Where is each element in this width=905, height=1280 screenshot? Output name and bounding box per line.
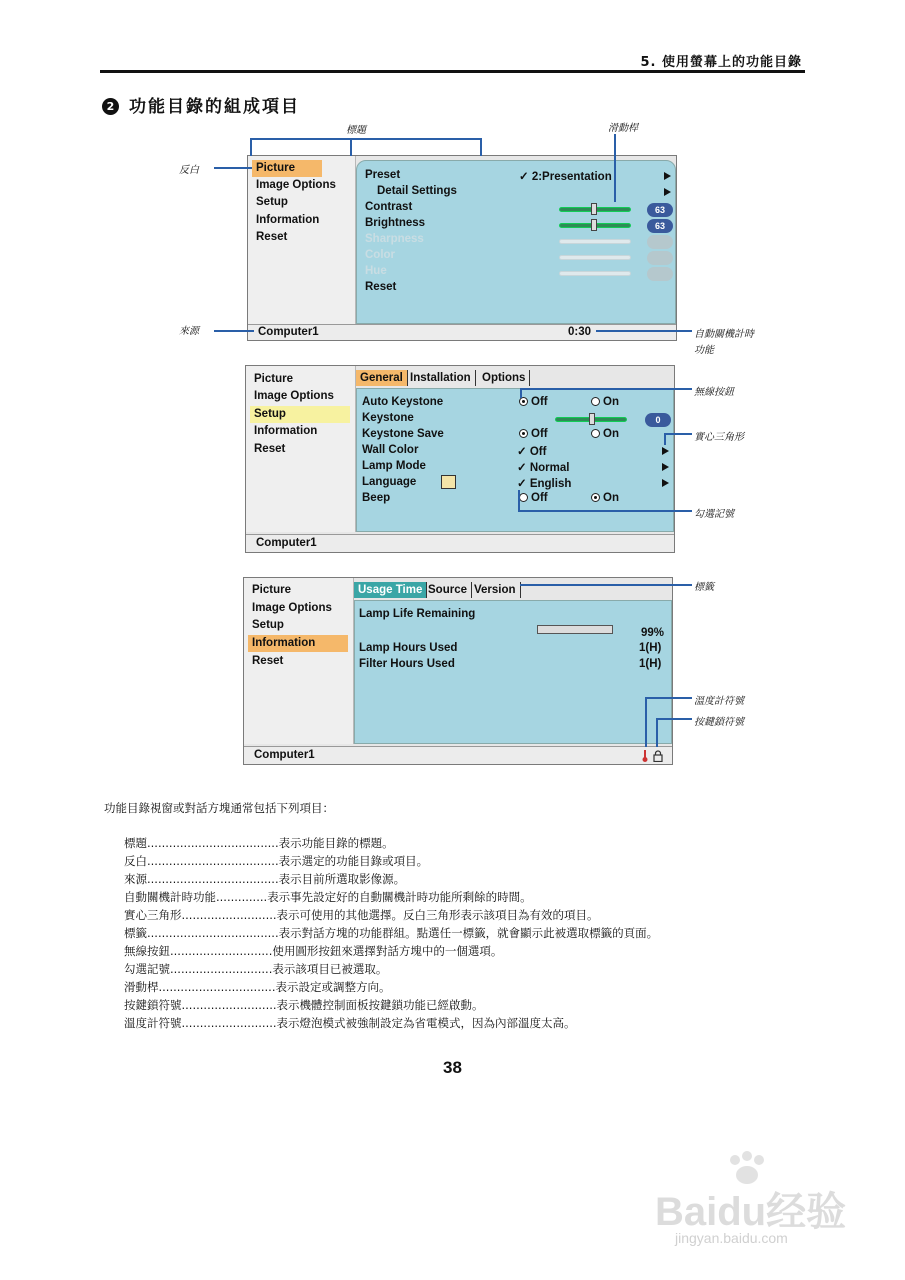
brightness-label[interactable]: Brightness (365, 217, 426, 229)
description-row (124, 888, 658, 906)
callout-slider-label: 滑動桿 (608, 123, 638, 134)
tab-version[interactable]: Version (470, 582, 521, 598)
main-menu (244, 578, 354, 744)
menu-item-setup[interactable]: Setup (256, 196, 288, 208)
contrast-label[interactable]: Contrast (365, 201, 413, 213)
callout-lock-label: 按鍵鎖符號 (694, 717, 744, 728)
description-row (124, 996, 658, 1014)
callout-title-label: 標題 (346, 125, 366, 136)
lock-callout-line-h (656, 718, 692, 720)
section-heading (102, 92, 300, 117)
radio-icon[interactable] (591, 429, 600, 438)
callout-triangle-label: 實心三角形 (694, 432, 744, 443)
description-leader-dots: ............................ (170, 962, 273, 976)
tab-callout-line (520, 584, 692, 586)
menu-window-setup (245, 365, 675, 553)
beep-on[interactable]: On (591, 492, 619, 504)
wall-color-triangle-icon[interactable] (662, 447, 669, 455)
menu-item-information[interactable]: Information (256, 214, 320, 226)
radio-icon[interactable] (519, 493, 528, 502)
lamp-hours-label: Lamp Hours Used (359, 642, 458, 654)
description-row (124, 1014, 658, 1032)
description-text: 表示設定或調整方向。 (275, 980, 391, 994)
source-label: Computer1 (256, 537, 317, 549)
watermark-brand: Baidu经验 (655, 1190, 847, 1234)
description-leader-dots: ............................ (170, 944, 273, 958)
callout-check-label: 勾選記號 (694, 509, 734, 520)
menu-item-image-options[interactable]: Image Options (254, 390, 334, 402)
beep-label[interactable]: Beep (362, 492, 391, 504)
description-leader-dots: ................................ (158, 980, 276, 994)
timer-label: 0:30 (568, 326, 592, 338)
description-leader-dots: .................................... (147, 872, 279, 886)
description-term: 標籤 (124, 926, 147, 940)
description-term: 自動關機計時功能 (124, 890, 216, 904)
contrast-value: 63 (647, 203, 673, 217)
source-label: Computer1 (258, 326, 319, 338)
menu-item-image-options[interactable]: Image Options (256, 179, 336, 191)
callout-source-label: 來源 (179, 326, 199, 337)
language-value[interactable]: ✓ English (517, 478, 572, 490)
tab-bar (356, 366, 674, 388)
chapter-title: 5. 使用螢幕上的功能目錄 (640, 55, 802, 70)
slider-callout-line (614, 134, 616, 202)
status-bar (246, 534, 674, 552)
title-bracket-tick (350, 138, 352, 156)
menu-item-reset[interactable]: Reset (254, 443, 286, 455)
description-term: 勾選記號 (124, 962, 170, 976)
callout-radio-label: 無線按鈕 (694, 387, 734, 398)
radio-icon[interactable] (591, 397, 600, 406)
menu-item-setup[interactable]: Setup (252, 619, 284, 631)
watermark (645, 1150, 865, 1250)
menu-item-picture[interactable]: Picture (254, 373, 293, 385)
sharpness-label: Sharpness (365, 233, 424, 245)
description-text: 表示機體控制面板按鍵鎖功能已經啟動。 (276, 998, 484, 1012)
language-label[interactable]: Language (362, 476, 417, 488)
description-text: 表示對話方塊的功能群組。點選任一標籤，就會顯示此被選取標籤的頁面。 (278, 926, 659, 940)
callout-highlight-label: 反白 (179, 165, 199, 176)
description-text: 表示目前所選取影像源。 (278, 872, 406, 886)
description-text: 表示事先設定好的自動關機計時功能所剩餘的時間。 (267, 890, 532, 904)
lock-icon (653, 750, 663, 762)
detail-settings-label[interactable]: Detail Settings (377, 185, 457, 197)
description-row (124, 834, 658, 852)
menu-item-picture[interactable]: Picture (252, 584, 291, 596)
page-number: 38 (443, 1058, 462, 1077)
tab-general[interactable]: General (356, 370, 408, 386)
menu-item-reset[interactable]: Reset (256, 231, 288, 243)
tab-usage-time[interactable]: Usage Time (354, 582, 427, 598)
description-text: 表示選定的功能目錄或項目。 (278, 854, 429, 868)
timer-callout-line (596, 330, 692, 332)
keystone-save-label[interactable]: Keystone Save (362, 428, 444, 440)
status-bar (244, 746, 672, 764)
tab-source[interactable]: Source (424, 582, 472, 598)
keystone-slider-knob[interactable] (589, 413, 595, 425)
auto-keystone-label[interactable]: Auto Keystone (362, 396, 444, 408)
callout-thermo-label: 溫度計符號 (694, 696, 744, 707)
hue-value-empty (647, 267, 673, 281)
description-row (124, 978, 658, 996)
menu-item-image-options[interactable]: Image Options (252, 602, 332, 614)
description-row (124, 852, 658, 870)
reset-label[interactable]: Reset (365, 281, 397, 293)
main-menu (246, 366, 356, 532)
language-triangle-icon[interactable] (662, 479, 669, 487)
preset-triangle-icon[interactable] (664, 172, 671, 180)
description-row (124, 870, 658, 888)
description-term: 實心三角形 (124, 908, 182, 922)
tab-installation[interactable]: Installation (406, 370, 476, 386)
hue-label: Hue (365, 265, 387, 277)
description-term: 滑動桿 (124, 980, 159, 994)
description-term: 按鍵鎖符號 (124, 998, 182, 1012)
title-bracket-line (250, 138, 482, 140)
description-row (124, 942, 658, 960)
description-term: 無線按鈕 (124, 944, 170, 958)
check-callout-line-v (518, 490, 520, 512)
radio-selected-icon[interactable] (519, 429, 528, 438)
brightness-value: 63 (647, 219, 673, 233)
beep-off[interactable]: Off (519, 492, 548, 504)
hue-slider (559, 271, 631, 276)
section-number: 2 (102, 98, 119, 115)
check-callout-line-h (518, 510, 692, 512)
lamp-mode-triangle-icon[interactable] (662, 463, 669, 471)
thermometer-icon (642, 750, 648, 762)
title-bracket-tick (480, 138, 482, 156)
auto-keystone-on[interactable]: On (591, 396, 619, 408)
filter-hours-label: Filter Hours Used (359, 658, 455, 670)
menu-item-reset[interactable]: Reset (252, 655, 284, 667)
header-rule (100, 70, 805, 73)
color-slider (559, 255, 631, 260)
preset-value[interactable]: ✓ 2:Presentation (519, 171, 612, 183)
intro-text: 功能目錄視窗或對話方塊通常包括下列項目： (104, 801, 334, 815)
description-text: 表示可使用的其他選擇。反白三角形表示該項目為有效的項目。 (276, 908, 599, 922)
language-icon (441, 475, 456, 489)
wall-color-label[interactable]: Wall Color (362, 444, 419, 456)
color-value-empty (647, 251, 673, 265)
description-row (124, 960, 658, 978)
preset-label[interactable]: Preset (365, 169, 401, 181)
title-bracket-tick (250, 138, 252, 156)
callout-timer-label-2: 功能 (694, 345, 714, 356)
description-term: 標題 (124, 836, 147, 850)
description-leader-dots: .......................... (181, 998, 277, 1012)
main-menu (248, 156, 356, 324)
keystone-label[interactable]: Keystone (362, 412, 414, 424)
description-leader-dots: .............. (216, 890, 268, 904)
section-title: 功能目錄的組成項目 (129, 97, 300, 117)
description-term: 溫度計符號 (124, 1016, 182, 1030)
usage-time-panel (354, 600, 672, 744)
menu-item-information[interactable]: Information (248, 635, 348, 652)
brightness-slider-knob[interactable] (591, 219, 597, 231)
highlight-callout-line (214, 167, 252, 169)
description-leader-dots: .................................... (147, 926, 279, 940)
menu-item-information[interactable]: Information (254, 425, 318, 437)
source-label: Computer1 (254, 749, 315, 761)
description-term: 反白 (124, 854, 147, 868)
thermo-callout-line-v (645, 697, 647, 747)
triangle-callout-line-h (664, 433, 692, 435)
callout-tab-label: 標籤 (694, 582, 714, 593)
description-text: 表示功能目錄的標題。 (278, 836, 394, 850)
menu-window-picture (247, 155, 677, 341)
lamp-life-value: 99% (641, 627, 665, 639)
menu-item-picture[interactable]: Picture (252, 160, 322, 177)
radio-callout-line-v (520, 388, 522, 398)
keystone-save-on[interactable]: On (591, 428, 619, 440)
description-term: 來源 (124, 872, 147, 886)
radio-selected-icon[interactable] (519, 397, 528, 406)
contrast-slider-knob[interactable] (591, 203, 597, 215)
description-text: 表示燈泡模式被強制設定為省電模式，因為內部溫度太高。 (276, 1016, 576, 1030)
source-callout-line (214, 330, 254, 332)
lamp-life-bar (537, 625, 613, 634)
description-list (124, 834, 658, 1032)
thermo-callout-line-h (645, 697, 692, 699)
lamp-mode-value[interactable]: ✓ Normal (517, 462, 570, 474)
lamp-hours-value: 1(H) (639, 642, 662, 654)
status-bar (248, 324, 676, 340)
description-row (124, 906, 658, 924)
radio-selected-icon[interactable] (591, 493, 600, 502)
keystone-save-off[interactable]: Off (519, 428, 548, 440)
sharpness-slider (559, 239, 631, 244)
description-text: 使用圓形按鈕來選擇對話方塊中的一個選項。 (272, 944, 503, 958)
filter-hours-value: 1(H) (639, 658, 662, 670)
detail-triangle-icon[interactable] (664, 188, 671, 196)
description-leader-dots: .................................... (147, 836, 279, 850)
watermark-url: jingyan.baidu.com (675, 1230, 788, 1246)
description-leader-dots: .......................... (181, 908, 277, 922)
description-row (124, 924, 658, 942)
picture-panel (356, 160, 676, 324)
sharpness-value-empty (647, 235, 673, 249)
triangle-callout-line-v (664, 433, 666, 445)
menu-window-information (243, 577, 673, 765)
radio-callout-line-h (520, 388, 692, 390)
color-label: Color (365, 249, 396, 261)
description-text: 表示該項目已被選取。 (272, 962, 388, 976)
auto-keystone-off[interactable]: Off (519, 396, 548, 408)
wall-color-value[interactable]: ✓ Off (517, 446, 547, 458)
lock-callout-line-v (656, 718, 658, 747)
menu-item-setup[interactable]: Setup (250, 406, 350, 423)
lamp-mode-label[interactable]: Lamp Mode (362, 460, 426, 472)
tab-bar (354, 578, 672, 600)
description-leader-dots: .................................... (147, 854, 279, 868)
tab-options[interactable]: Options (478, 370, 530, 386)
callout-timer-label-1: 自動關機計時 (694, 329, 754, 340)
keystone-value: 0 (645, 413, 671, 427)
lamp-life-label: Lamp Life Remaining (359, 608, 476, 620)
description-leader-dots: .......................... (181, 1016, 277, 1030)
